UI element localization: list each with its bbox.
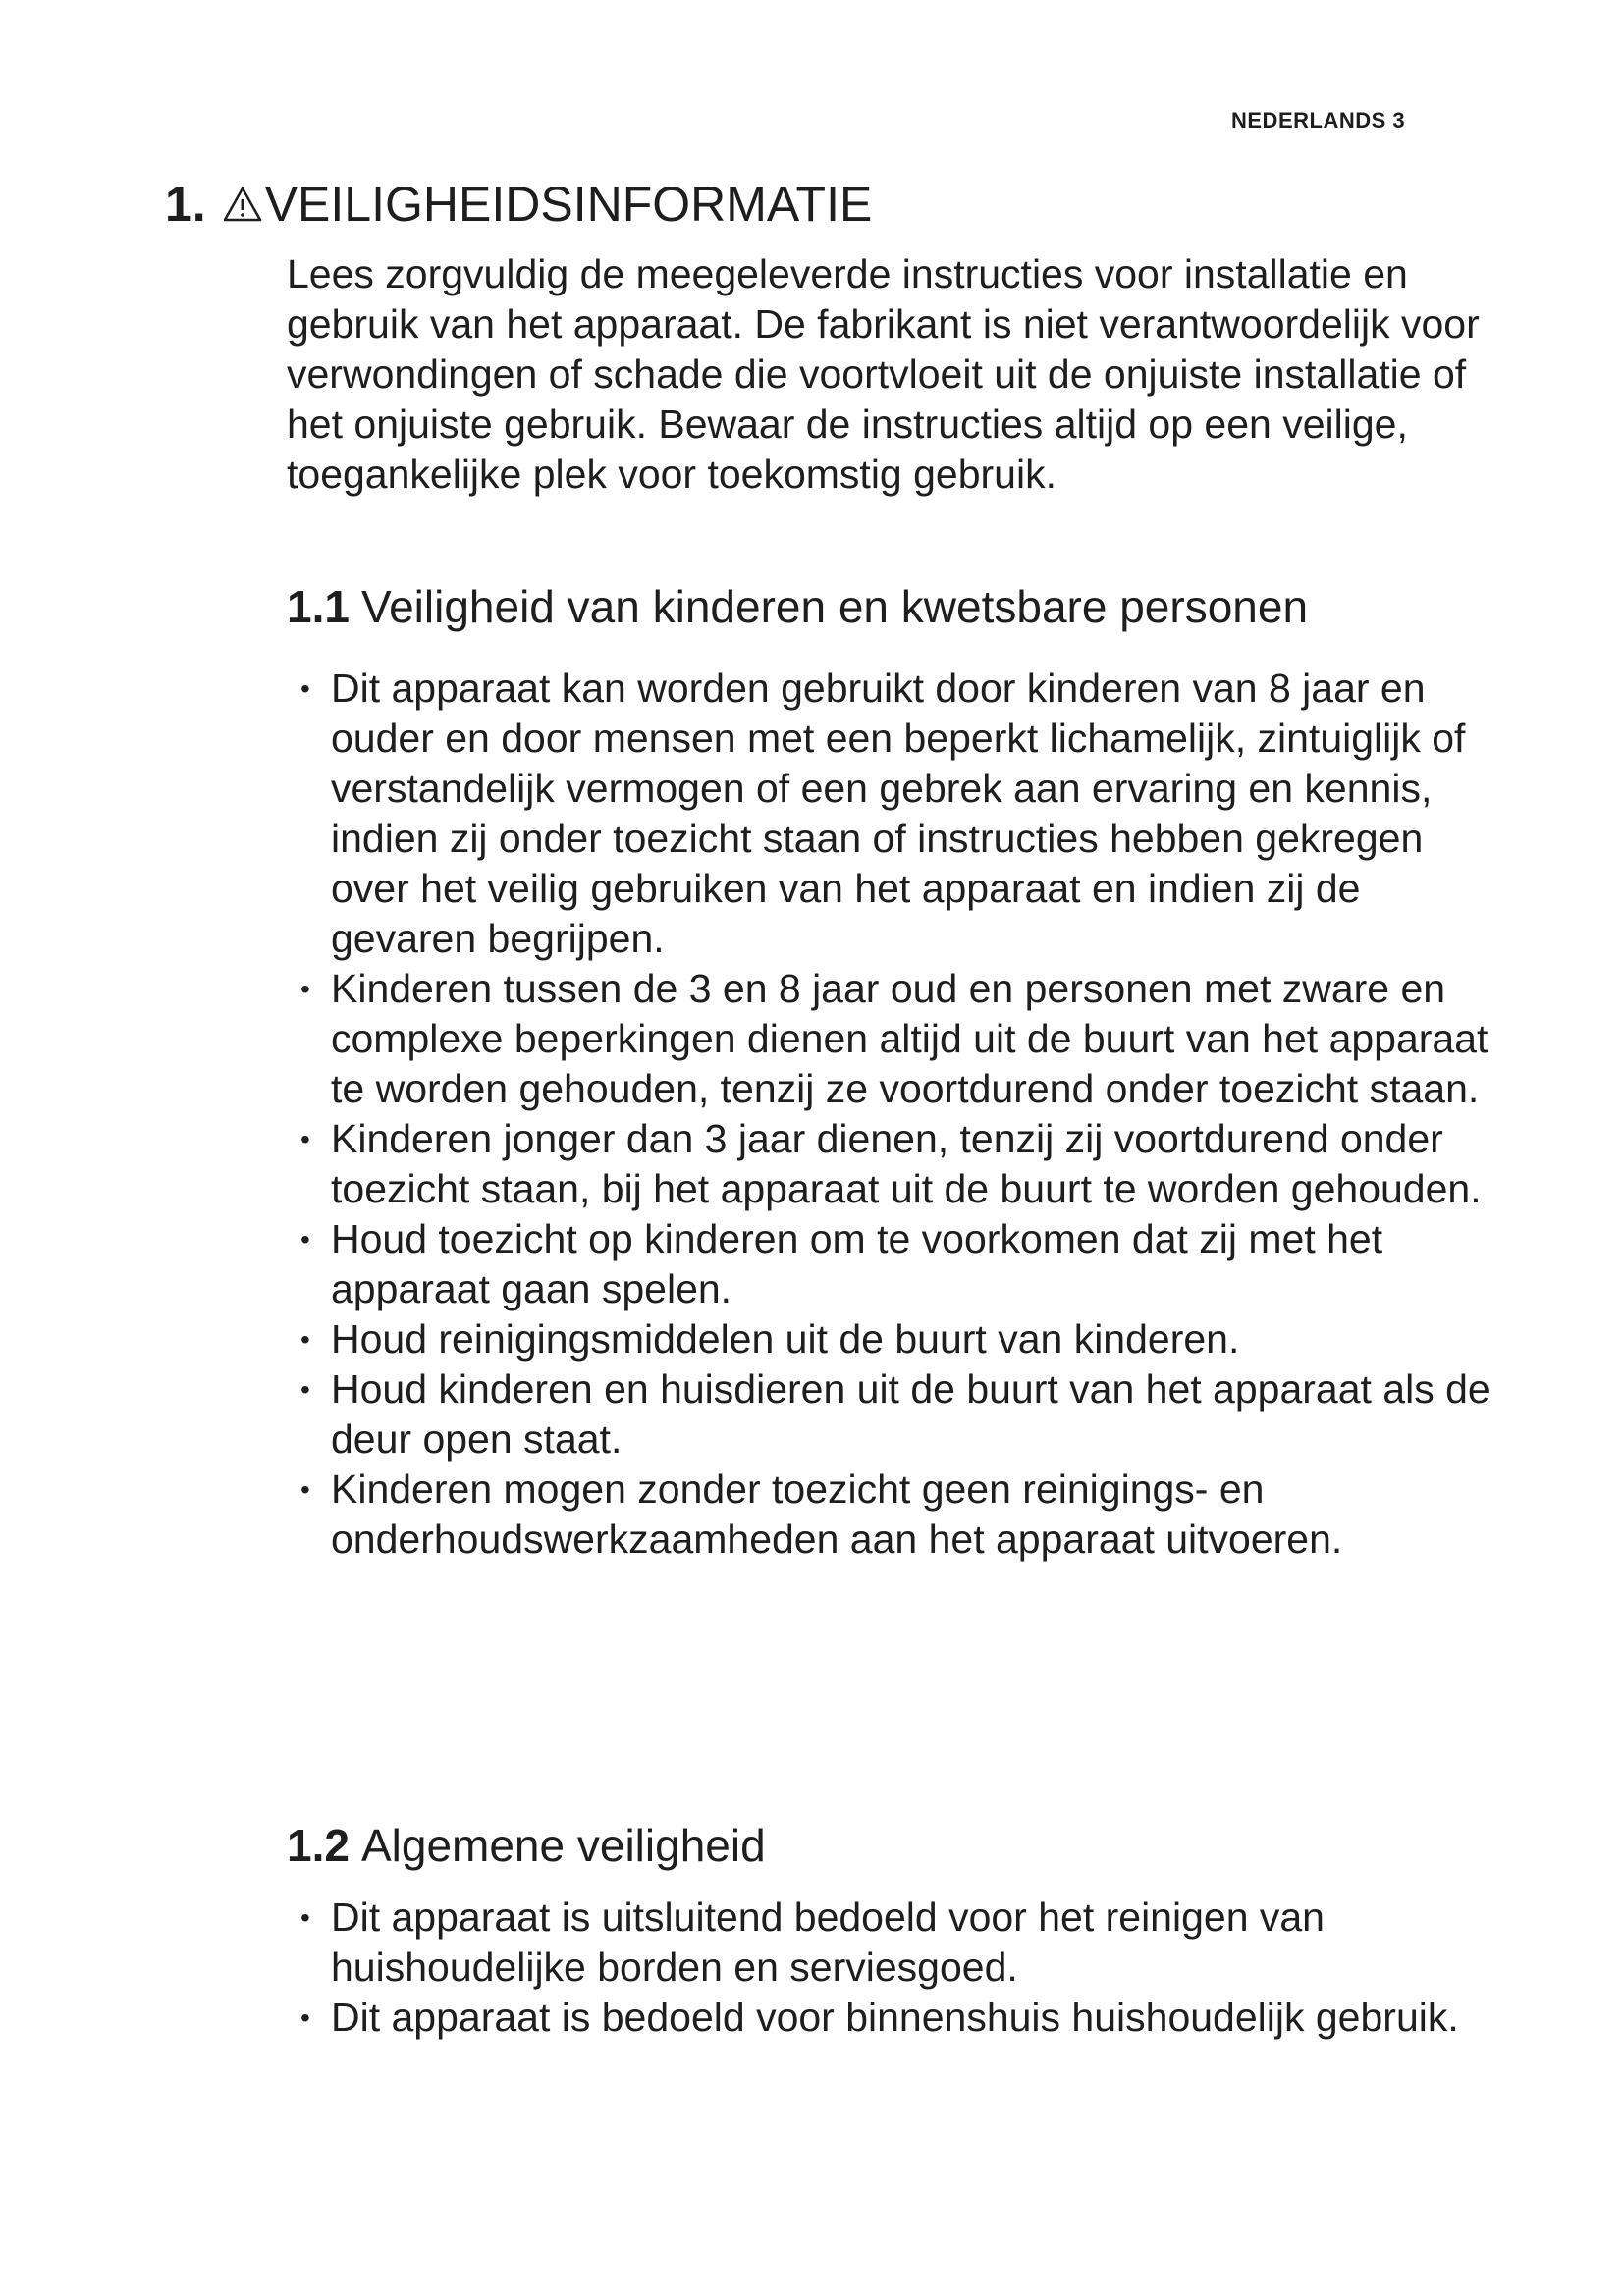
list-item-text: Kinderen tussen de 3 en 8 jaar oud en personen met zware en complexe beperkingen dienen altijd uit de buurt van het apparaat te worden gehouden, tenzij ze voortdurend onder toezicht staan. xyxy=(331,966,1489,1111)
list-item-text: Dit apparaat kan worden gebruikt door kinderen van 8 jaar en ouder en door mensen met een beperkt lichamelijk, zintuiglijk of verstandelijk vermogen of een gebrek aan ervaring en kennis, indien zij onder toezicht staan of instructies hebben gekregen over het veilig gebruiken van het apparaat en indien zij de gevaren begrijpen. xyxy=(331,666,1466,961)
bullet-icon: • xyxy=(300,974,310,1004)
section-title: VEILIGHEIDSINFORMATIE xyxy=(264,177,873,232)
general-safety-list xyxy=(287,1893,1504,2043)
intro-paragraph: Lees zorgvuldig de meegeleverde instructies voor installatie en gebruik van het apparaat. De fabrikant is niet verantwoordelijk voor verwondingen of schade die voortvloeit uit de onjuiste installatie of het onjuiste gebruik. Bewaar de instructies altijd op een veilige, toegankelijke plek voor toekomstig gebruik. xyxy=(287,251,1480,497)
subsection-title: Veiligheid van kinderen en kwetsbare personen xyxy=(360,581,1309,632)
section-number: 1. xyxy=(165,177,206,232)
list-item-text: Dit apparaat is bedoeld voor binnenshuis huishoudelijk gebruik. xyxy=(331,1995,1459,2040)
list-item xyxy=(287,1893,1504,1993)
bullet-icon: • xyxy=(300,1324,310,1355)
bullet-icon: • xyxy=(300,2002,310,2033)
list-item-text: Kinderen mogen zonder toezicht geen reinigings- en onderhoudswerkzaamheden aan het apparaat uitvoeren. xyxy=(331,1467,1343,1562)
list-item xyxy=(287,964,1504,1114)
list-item-text: Dit apparaat is uitsluitend bedoeld voor het reinigen van huishoudelijke borden en serviesgoed. xyxy=(331,1895,1325,1990)
list-item xyxy=(287,1364,1504,1465)
subsection-heading-1-2 xyxy=(287,1818,766,1873)
list-item xyxy=(287,1465,1504,1565)
section-heading xyxy=(165,175,872,234)
list-item-text: Houd toezicht op kinderen om te voorkomen dat zij met het apparaat gaan spelen. xyxy=(331,1216,1383,1311)
list-item-text: Kinderen jonger dan 3 jaar dienen, tenzij zij voortdurend onder toezicht staan, bij het apparaat uit de buurt te worden gehouden. xyxy=(331,1116,1482,1211)
subsection-heading-1-1 xyxy=(287,579,1308,634)
list-item xyxy=(287,664,1504,964)
children-safety-list xyxy=(287,664,1504,1565)
list-item-text: Houd kinderen en huisdieren uit de buurt van het apparaat als de deur open staat. xyxy=(331,1366,1490,1462)
bullet-icon: • xyxy=(300,1224,310,1255)
bullet-icon: • xyxy=(300,1374,310,1405)
warning-triangle-icon xyxy=(222,186,263,223)
bullet-icon: • xyxy=(300,1124,310,1154)
list-item xyxy=(287,1214,1504,1314)
list-item xyxy=(287,1314,1504,1364)
list-item xyxy=(287,1993,1504,2043)
page-header: NEDERLANDS 3 xyxy=(1231,108,1406,133)
list-item-text: Houd reinigingsmiddelen uit de buurt van kinderen. xyxy=(331,1316,1240,1362)
list-item xyxy=(287,1114,1504,1214)
bullet-icon: • xyxy=(300,1474,310,1505)
subsection-number: 1.2 xyxy=(287,1820,350,1871)
subsection-number: 1.1 xyxy=(287,581,350,632)
subsection-title: Algemene veiligheid xyxy=(360,1820,766,1871)
bullet-icon: • xyxy=(300,1902,310,1933)
bullet-icon: • xyxy=(300,673,310,704)
